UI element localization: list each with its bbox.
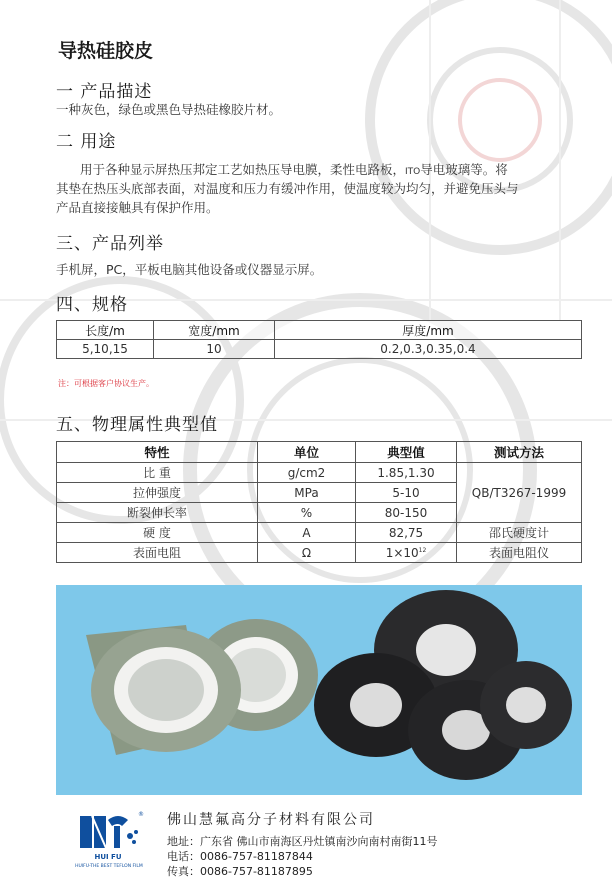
- properties-header-row: [57, 442, 582, 463]
- usage-text-line3: 产品直接接触具有保护作用。: [56, 200, 219, 215]
- company-address: 地址：广东省 佛山市南海区丹灶镇南沙向南村南街11号: [167, 835, 438, 848]
- prop-cell-name: 比 重: [57, 463, 258, 483]
- table-row: [57, 340, 582, 359]
- prop-cell-method-merged: QB/T3267-1999: [457, 463, 582, 523]
- spec-header-thickness: 厚度/mm: [275, 321, 582, 340]
- prop-cell-unit: %: [258, 503, 356, 523]
- section-heading-spec: 四、规格: [56, 295, 128, 315]
- company-fax: 传真：0086-757-81187895: [167, 865, 313, 878]
- prop-cell-unit: g/cm2: [258, 463, 356, 483]
- prop-header-property: 特性: [57, 442, 258, 463]
- usage-text-line1: 用于各种显示屏热压邦定工艺如热压导电膜，柔性电路板，ITO导电玻璃等。将: [80, 162, 508, 177]
- prop-cell-name: 断裂伸长率: [57, 503, 258, 523]
- prop-header-method: 测试方法: [457, 442, 582, 463]
- product-photo: [56, 585, 582, 795]
- prop-cell-value: 82,75: [356, 523, 457, 543]
- page-title: 导热硅胶皮: [58, 40, 154, 62]
- section-heading-usage: 二 用途: [56, 132, 117, 152]
- section-heading-description: 一 产品描述: [56, 82, 153, 102]
- logo-wordmark: HUI FU: [94, 853, 122, 861]
- table-row: [57, 523, 582, 543]
- prop-header-unit: 单位: [258, 442, 356, 463]
- prop-cell-value: 5-10: [356, 483, 457, 503]
- spec-table-header-row: [57, 321, 582, 340]
- tape-rolls-illustration: [56, 585, 582, 795]
- prop-cell-method: 表面电阻仪: [457, 543, 582, 563]
- customization-note: 注：可根据客户协议生产。: [58, 379, 154, 388]
- table-row: [57, 543, 582, 563]
- prop-cell-unit: A: [258, 523, 356, 543]
- logo-registered-mark: ®: [138, 811, 144, 818]
- company-phone: 电话：0086-757-81187844: [167, 850, 313, 863]
- prop-cell-unit: Ω: [258, 543, 356, 563]
- prop-cell-name: 拉伸强度: [57, 483, 258, 503]
- prop-header-value: 典型值: [356, 442, 457, 463]
- company-name: 佛山慧氟高分子材料有限公司: [167, 812, 375, 828]
- description-text: 一种灰色，绿色或黑色导热硅橡胶片材。: [56, 102, 282, 117]
- spec-table: [56, 320, 582, 359]
- prop-cell-name: 表面电阻: [57, 543, 258, 563]
- prop-cell-method: 邵氏硬度计: [457, 523, 582, 543]
- usage-text-line2: 其垫在热压头底部表面，对温度和压力有缓冲作用，使温度较为均匀，并避免压头与: [56, 181, 519, 196]
- spec-cell-length: 5,10,15: [57, 340, 154, 359]
- spec-cell-thickness: 0.2,0.3,0.35,0.4: [275, 340, 582, 359]
- section-heading-properties: 五、物理属性典型值: [56, 415, 218, 435]
- prop-cell-value: 1.85,1.30: [356, 463, 457, 483]
- logo-tagline: HUIFU-THE BEST TEFLON FILM: [75, 864, 143, 869]
- prop-cell-unit: MPa: [258, 483, 356, 503]
- prop-cell-name: 硬 度: [57, 523, 258, 543]
- prop-cell-value: $1\times 10^{12}$: [356, 543, 457, 563]
- prop-cell-value: 80-150: [356, 503, 457, 523]
- products-text: 手机屏，PC，平板电脑其他设备或仪器显示屏。: [56, 262, 323, 277]
- spec-header-length: 长度/m: [57, 321, 154, 340]
- spec-cell-width: 10: [154, 340, 275, 359]
- properties-table: [56, 441, 582, 563]
- table-row: [57, 463, 582, 483]
- spec-header-width: 宽度/mm: [154, 321, 275, 340]
- section-heading-products: 三、产品列举: [56, 234, 164, 254]
